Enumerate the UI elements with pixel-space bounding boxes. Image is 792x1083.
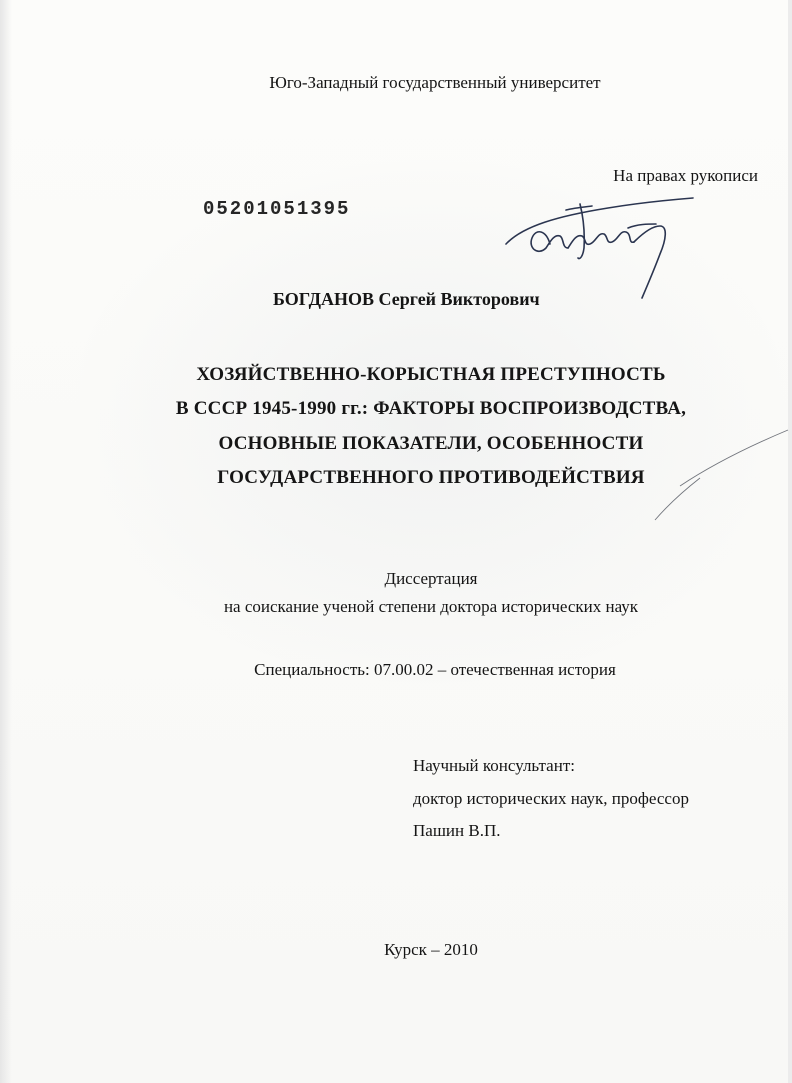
specialty-line: Специальность: 07.00.02 – отечественная история bbox=[254, 660, 616, 679]
author-name: БОГДАНОВ Сергей Викторович bbox=[273, 289, 540, 309]
title-line: ХОЗЯЙСТВЕННО-КОРЫСТНАЯ ПРЕСТУПНОСТЬ bbox=[196, 364, 666, 385]
university-name: Юго-Западный государственный университет bbox=[269, 73, 601, 92]
consultant-label: Научный консультант: bbox=[413, 756, 575, 775]
title-line: ГОСУДАРСТВЕННОГО ПРОТИВОДЕЙСТВИЯ bbox=[217, 467, 645, 488]
consultant-credentials: доктор исторических наук, профессор bbox=[413, 789, 689, 808]
manuscript-rights-note: На правах рукописи bbox=[613, 166, 758, 185]
title-line: ОСНОВНЫЕ ПОКАЗАТЕЛИ, ОСОБЕННОСТИ bbox=[218, 433, 644, 454]
registration-code: 05201051395 bbox=[203, 198, 351, 220]
title-line: В СССР 1945-1990 гг.: ФАКТОРЫ ВОСПРОИЗВОДСТВА, bbox=[175, 398, 687, 419]
work-type: Диссертация bbox=[384, 569, 478, 588]
consultant-name: Пашин В.П. bbox=[413, 821, 501, 840]
degree-line: на соискание ученой степени доктора исторических наук bbox=[223, 597, 639, 616]
city-year: Курск – 2010 bbox=[384, 940, 478, 959]
